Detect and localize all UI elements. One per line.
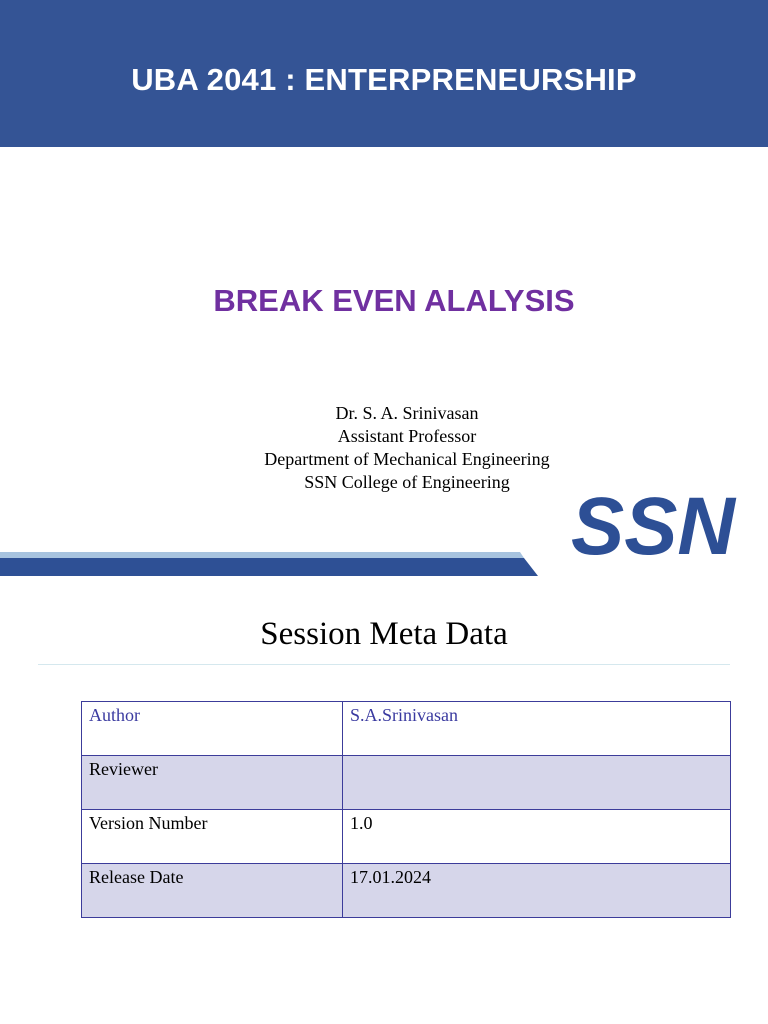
presenter-designation: Assistant Professor — [337, 426, 477, 446]
topic-title: BREAK EVEN ALALYSIS — [213, 283, 575, 318]
row-value: 1.0 — [343, 810, 731, 864]
row-label: Version Number — [82, 810, 343, 864]
row-value: S.A.Srinivasan — [343, 702, 731, 756]
course-title: UBA 2041 : ENTERPRENEURSHIP — [131, 62, 637, 97]
ssn-logo-text: SSN — [571, 488, 737, 560]
table-row — [82, 756, 731, 810]
meta-data-table — [81, 701, 731, 918]
meta-data-slide — [0, 578, 768, 1024]
presenter-institution: SSN College of Engineering — [304, 472, 510, 492]
table-row — [82, 702, 731, 756]
presenter-department: Department of Mechanical Engineering — [264, 449, 550, 469]
meta-data-title: Session Meta Data — [260, 616, 508, 652]
title-divider — [38, 664, 730, 665]
table-row — [82, 864, 731, 918]
presenter-name: Dr. S. A. Srinivasan — [335, 403, 479, 423]
row-label: Author — [82, 702, 343, 756]
presenter-block — [0, 402, 768, 494]
row-label: Reviewer — [82, 756, 343, 810]
footer-accent-bar — [0, 549, 540, 578]
table-row — [82, 810, 731, 864]
row-value — [343, 756, 731, 810]
row-value: 17.01.2024 — [343, 864, 731, 918]
row-label: Release Date — [82, 864, 343, 918]
ssn-logo — [568, 488, 738, 560]
